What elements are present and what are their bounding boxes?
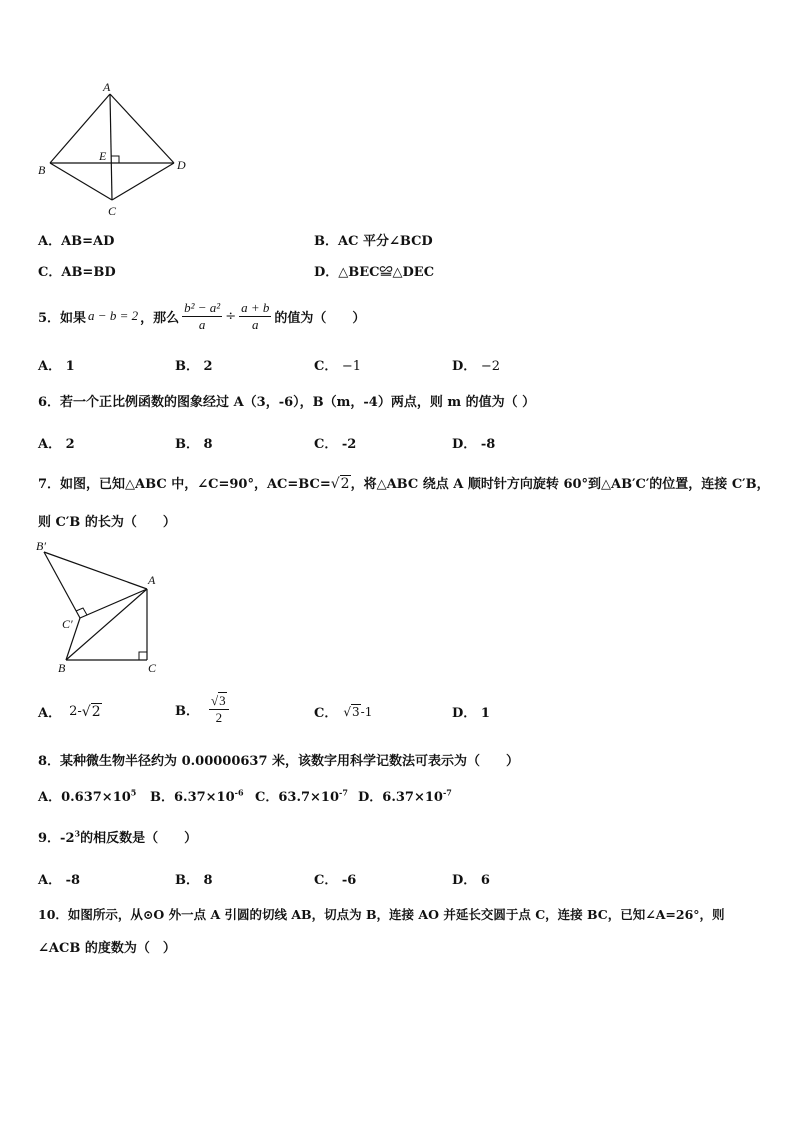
right-angle-mark	[111, 156, 119, 163]
label-a: A	[103, 80, 111, 94]
segment-c1-a	[80, 589, 147, 618]
q9-stem: 9．$-2^3$的相反数是（ ）	[38, 828, 198, 846]
q5-option-a[interactable]: A． 1	[38, 359, 75, 374]
q7-stem-line1: 7．如图，已知△ABC 中，∠C=90°，AC=BC=√2，将△ABC 绕点 A 顺时针方向旋转 60°到△AB′C′的位置，连接 C′B，	[38, 476, 770, 492]
q6-option-a[interactable]: A． 2	[38, 437, 75, 452]
label-c: C	[148, 661, 157, 675]
label-c-prime: C′	[62, 617, 73, 631]
q6-stem: 6．若一个正比例函数的图象经过 A（3，-6），B（m，-4）两点，则 m 的值为（ ）	[38, 395, 536, 410]
segment-ac	[110, 94, 112, 200]
q5-option-d[interactable]: D． −2	[452, 359, 500, 374]
q7-stem-line2: 则 C′B 的长为（ ）	[38, 515, 176, 530]
q5-stem: 5．如果 a − b = 2 ，那么 $\frac{\text{b² − a²}}{a}$ ÷ $\frac{a + b}{a}$ 的值为（ ）	[38, 299, 366, 332]
q5-option-b[interactable]: B． 2	[175, 359, 213, 374]
figure-kite	[34, 78, 194, 218]
q4-option-c[interactable]: C．AB=BD	[38, 265, 116, 280]
label-d: D	[177, 158, 186, 172]
label-b-prime: B′	[36, 539, 46, 553]
q9-option-d[interactable]: D． 6	[452, 873, 490, 888]
q4-option-d[interactable]: D．△BEC≌△DEC	[314, 265, 435, 280]
q8-option-c[interactable]: C．$63.7\times 10^{-7}$	[255, 787, 348, 805]
label-e: E	[99, 149, 107, 163]
label-a: A	[148, 573, 156, 587]
q6-option-c[interactable]: C． -2	[314, 437, 357, 452]
q5-option-c[interactable]: C． −1	[314, 359, 362, 374]
q8-stem: 8．某种微生物半径约为 0.00000637 米，该数字用科学记数法可表示为（ ）	[38, 754, 520, 769]
label-b: B	[58, 661, 66, 675]
segment-b1-a	[44, 552, 147, 589]
segment-b1-c1	[44, 552, 80, 618]
q7-option-a[interactable]: A． 2- √2	[38, 703, 101, 721]
q7-option-d[interactable]: D． 1	[452, 706, 490, 721]
segment-bc	[50, 163, 112, 200]
segment-ad	[110, 94, 174, 163]
q4-option-b[interactable]: B．AC 平分∠BCD	[314, 234, 433, 249]
q4-option-a[interactable]: A．AB=AD	[38, 234, 115, 249]
q8-option-a[interactable]: A．$0.637\times 10^5$	[38, 787, 137, 805]
label-b: B	[38, 163, 46, 177]
q7-option-c[interactable]: C． √3 -1	[314, 704, 373, 721]
figure-rotation	[30, 536, 170, 676]
q9-option-a[interactable]: A． -8	[38, 873, 81, 888]
q10-stem-line1: 10．如图所示，从⊙O 外一点 A 引圆的切线 AB，切点为 B，连接 AO 并延长交圆于点 C，连接 BC，已知∠A=26°，则	[38, 907, 725, 922]
segment-dc	[112, 163, 174, 200]
label-c: C	[108, 204, 117, 218]
q8-option-b[interactable]: B．$6.37\times 10^{-6}$	[150, 787, 244, 805]
q10-stem-line2: ∠ACB 的度数为（ ）	[38, 941, 176, 956]
q9-option-b[interactable]: B． 8	[175, 873, 213, 888]
q8-option-d[interactable]: D．$6.37\times 10^{-7}$	[358, 787, 452, 805]
q9-option-c[interactable]: C． -6	[314, 873, 357, 888]
q6-option-b[interactable]: B． 8	[175, 437, 213, 452]
q7-option-b[interactable]: B． $\frac{√3}{2}$	[175, 688, 232, 730]
right-angle-mark-c	[139, 652, 147, 660]
q6-option-d[interactable]: D． -8	[452, 437, 496, 452]
